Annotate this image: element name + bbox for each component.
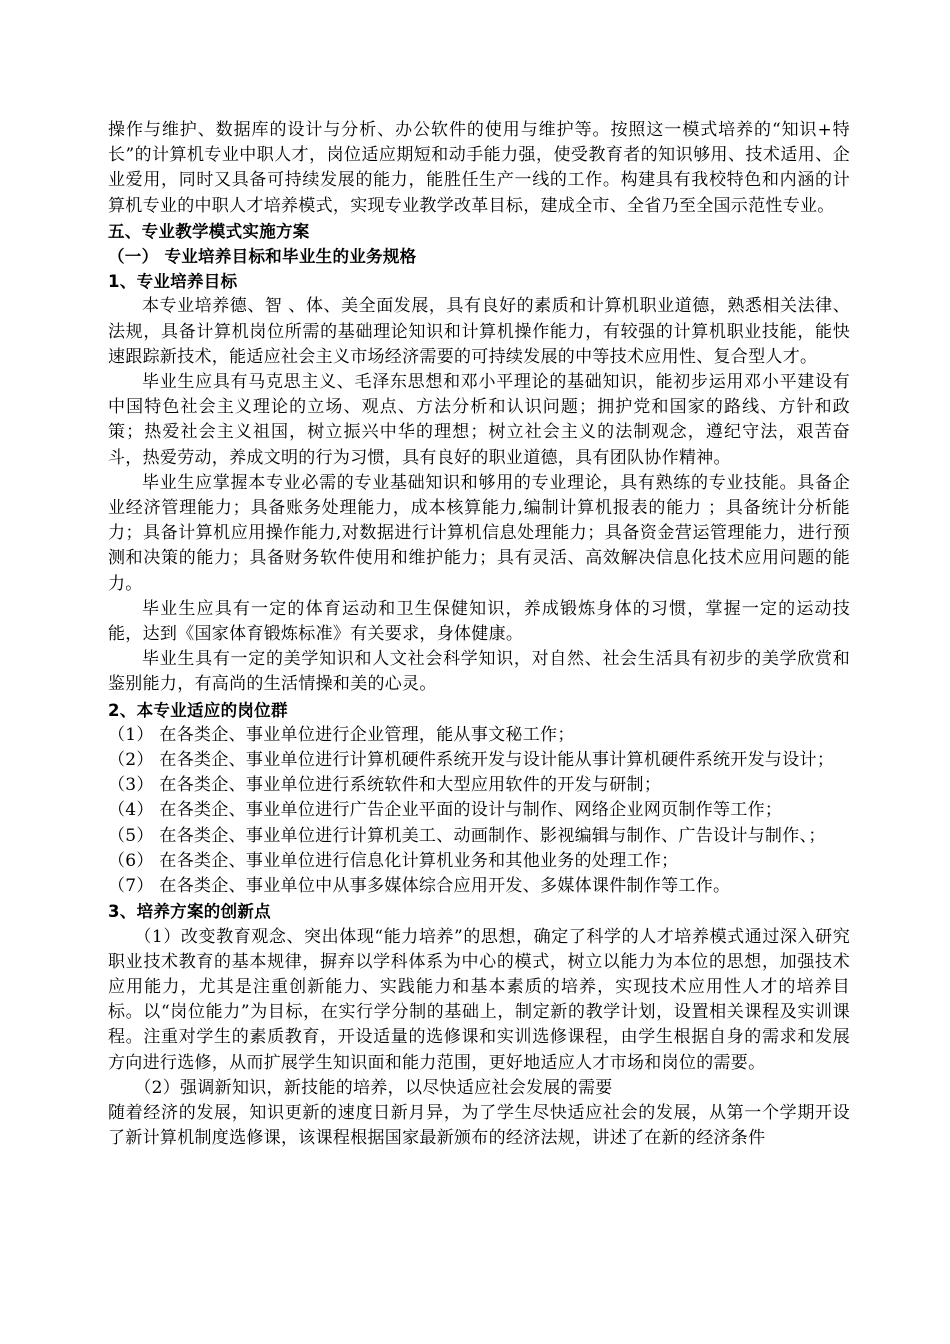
innovation-paragraph: （2）强调新知识，新技能的培养，以尽快适应社会发展的需要 [134, 1077, 613, 1098]
innovation-paragraph: 随着经济的发展，知识更新的速度日新月异，为了学生尽快适应社会的发展，从第一个学期开设了新计算机制度选修课，该课程根据国家最新颁布的经济法规，讲述了在新的经济条件 [108, 1102, 850, 1149]
jobs-list-item: （5） 在各类企、事业单位进行计算机美工、动画制作、影视编辑与制作、广告设计与制作、； [108, 825, 826, 846]
jobs-list-item: （7） 在各类企、事业单位中从事多媒体综合应用开发、多媒体课件制作等工作。 [108, 876, 731, 897]
innovation-heading: 3、培养方案的创新点 [108, 902, 271, 922]
jobs-list-item: （2） 在各类企、事业单位进行计算机硬件系统开发与设计能从事计算机硬件系统开发与设计； [108, 750, 835, 771]
jobs-list-item: （1） 在各类企、事业单位进行企业管理，能从事文秘工作； [108, 724, 575, 745]
jobs-list-item: （4） 在各类企、事业单位进行广告企业平面的设计与制作、网络企业网页制作等工作； [108, 800, 783, 821]
jobs-list-item: （6） 在各类企、事业单位进行信息化计算机业务和其他业务的处理工作； [108, 850, 679, 871]
goals-paragraph: 毕业生应具有一定的体育运动和卫生保健知识，养成锻炼身体的习惯，掌握一定的运动技能，达到《国家体育锻炼标准》有关要求，身体健康。 [108, 598, 850, 645]
jobs-list-item: （3） 在各类企、事业单位进行系统软件和大型应用软件的开发与研制； [108, 775, 662, 796]
goals-paragraph: 毕业生应具有马克思主义、毛泽东思想和邓小平理论的基础知识，能初步运用邓小平建设有中国特色社会主义理论的立场、观点、方法分析和认识问题；拥护党和国家的路线、方针和政策；热爱社会主义祖国，树立振兴中华的理想；树立社会主义的法制观念，遵纪守法，艰苦奋斗，热爱劳动，养成文明的行为习惯，具有良好的职业道德，具有团队协作精神。 [108, 372, 850, 468]
innovation-paragraph: （1）改变教育观念、突出体现“能力培养”的思想，确定了科学的人才培养模式通过深入研究职业技术教育的基本规律，摒弃以学科体系为中心的模式，树立以能力为本位的思想，加强技术应用能力，尤其是注重创新能力、实践能力和基本素质的培养，实现技术应用性人才的培养目标。以“岗位能力”为目标，在实行学分制的基础上，制定新的教学计划，设置相关课程及实训课程。注重对学生的素质教育，开设适量的选修课和实训选修课程，由学生根据自身的需求和发展方向进行选修，从而扩展学生知识面和能力范围，更好地适应人才市场和岗位的需要。 [108, 926, 850, 1073]
jobs-heading: 2、本专业适应的岗位群 [108, 700, 288, 720]
document-page [108, 118, 850, 1151]
goals-heading: 1、专业培养目标 [108, 272, 238, 292]
subsection-heading: （一） 专业培养目标和毕业生的业务规格 [108, 247, 417, 267]
goals-paragraph: 毕业生具有一定的美学知识和人文社会科学知识，对自然、社会生活具有初步的美学欣赏和鉴别能力，有高尚的生活情操和美的心灵。 [108, 649, 850, 695]
section-heading: 五、专业教学模式实施方案 [108, 221, 310, 241]
intro-paragraph: 操作与维护、数据库的设计与分析、办公软件的使用与维护等。按照这一模式培养的“知识+特长”的计算机专业中职人才，岗位适应期短和动手能力强，使受教育者的知识够用、技术适用、企业爱用，同时又具备可持续发展的能力，能胜任生产一线的工作。构建具有我校特色和内涵的计算机专业的中职人才培养模式，实现专业教学改革目标，建成全市、全省乃至全国示范性专业。 [108, 120, 850, 216]
goals-paragraph: 本专业培养德、智 、体、美全面发展，具有良好的素质和计算机职业道德，熟悉相关法律、法规，具备计算机岗位所需的基础理论知识和计算机操作能力，有较强的计算机职业技能，能快速跟踪新技术，能适应社会主义市场经济需要的可持续发展的中等技术应用性、复合型人才。 [108, 296, 850, 367]
goals-paragraph: 毕业生应掌握本专业必需的专业基础知识和够用的专业理论，具有熟练的专业技能。具备企业经济管理能力；具备账务处理能力，成本核算能力,编制计算机报表的能力 ；具备统计分析能力；具备计算机应用操作能力,对数据进行计算机信息处理能力；具备资金营运管理能力，进行预测和决策的能力；具备财务软件使用和维护能力；具有灵活、高效解决信息化技术应用问题的能力。 [108, 472, 850, 594]
